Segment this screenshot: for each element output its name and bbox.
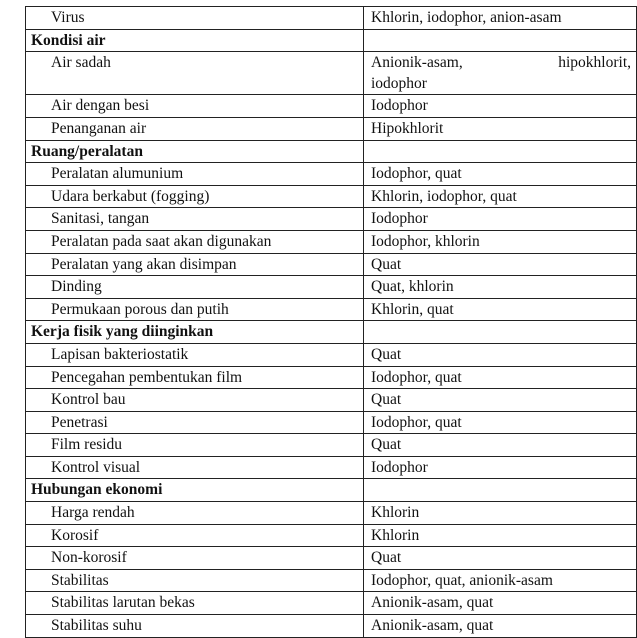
row-value: [364, 321, 637, 344]
row-value: Quat: [364, 253, 637, 276]
row-value: Iodophor, quat: [364, 411, 637, 434]
table-row: [26, 411, 637, 434]
table-row: [26, 163, 637, 186]
row-label: Stabilitas: [26, 569, 364, 592]
table-row: [26, 456, 637, 479]
table-row: [26, 389, 637, 412]
row-label: Virus: [26, 7, 364, 30]
row-label: Permukaan porous dan putih: [26, 298, 364, 321]
table-row: [26, 547, 637, 570]
value-part-3: iodophor: [371, 74, 427, 92]
row-value: Quat: [364, 343, 637, 366]
row-value: Iodophor, quat, anionik-asam: [364, 569, 637, 592]
row-label: Non-korosif: [26, 547, 364, 570]
row-label: Udara berkabut (fogging): [26, 185, 364, 208]
row-value: Khlorin, iodophor, anion-asam: [364, 7, 637, 30]
table-row: [26, 366, 637, 389]
row-value: Khlorin: [364, 502, 637, 525]
table-row: [26, 592, 637, 615]
table-row: [26, 208, 637, 231]
category-row: [26, 321, 637, 344]
row-label: Kontrol visual: [26, 456, 364, 479]
row-value: Quat: [364, 389, 637, 412]
row-value: Khlorin, iodophor, quat: [364, 185, 637, 208]
category-label: Ruang/peralatan: [26, 140, 364, 163]
row-value: Quat, khlorin: [364, 276, 637, 299]
value-part-2: hipokhlorit,: [558, 54, 631, 72]
row-value: [364, 479, 637, 502]
row-label: Lapisan bakteriostatik: [26, 343, 364, 366]
row-value: Iodophor: [364, 456, 637, 479]
table-row: [26, 253, 637, 276]
table-row: [26, 434, 637, 457]
table-row: [26, 276, 637, 299]
row-value: Khlorin: [364, 524, 637, 547]
row-value: [364, 29, 637, 52]
row-value: Quat: [364, 434, 637, 457]
row-value: Iodophor, khlorin: [364, 230, 637, 253]
row-value: Iodophor: [364, 208, 637, 231]
category-row: [26, 140, 637, 163]
row-value: Quat: [364, 547, 637, 570]
row-label: Pencegahan pembentukan film: [26, 366, 364, 389]
row-value: Khlorin, quat: [364, 298, 637, 321]
table-row: [26, 298, 637, 321]
table-body: [26, 7, 637, 638]
table-row: [26, 569, 637, 592]
row-value: Hipokhlorit: [364, 117, 637, 140]
sanitizer-table: [25, 6, 637, 638]
row-label: Kontrol bau: [26, 389, 364, 412]
table-row: [26, 230, 637, 253]
table-row: [26, 524, 637, 547]
row-label: Stabilitas larutan bekas: [26, 592, 364, 615]
row-value: Iodophor: [364, 95, 637, 118]
value-part-1: Anionik-asam,: [371, 54, 463, 72]
row-label: Penetrasi: [26, 411, 364, 434]
table-row: [26, 7, 637, 30]
row-label: Penanganan air: [26, 117, 364, 140]
row-label: Stabilitas suhu: [26, 615, 364, 638]
row-value: [364, 140, 637, 163]
row-label: Sanitasi, tangan: [26, 208, 364, 231]
table-row: [26, 117, 637, 140]
table-row: [26, 52, 637, 95]
row-label: Peralatan alumunium: [26, 163, 364, 186]
category-label: Kerja fisik yang diinginkan: [26, 321, 364, 344]
category-row: [26, 29, 637, 52]
category-label: Kondisi air: [26, 29, 364, 52]
row-value: Anionik-asam, quat: [364, 615, 637, 638]
row-label: Air dengan besi: [26, 95, 364, 118]
table-row: [26, 343, 637, 366]
row-label: Harga rendah: [26, 502, 364, 525]
row-label: Film residu: [26, 434, 364, 457]
row-value: Anionik-asam, quat: [364, 592, 637, 615]
row-value: Iodophor, quat: [364, 366, 637, 389]
row-label: Korosif: [26, 524, 364, 547]
table-row: [26, 95, 637, 118]
row-label: Dinding: [26, 276, 364, 299]
table-row: [26, 502, 637, 525]
table-row: [26, 615, 637, 638]
category-row: [26, 479, 637, 502]
row-label: Peralatan yang akan disimpan: [26, 253, 364, 276]
row-label: Peralatan pada saat akan digunakan: [26, 230, 364, 253]
row-label: Air sadah: [26, 52, 364, 95]
row-value: Iodophor, quat: [364, 163, 637, 186]
row-value: [364, 52, 637, 95]
category-label: Hubungan ekonomi: [26, 479, 364, 502]
table-row: [26, 185, 637, 208]
